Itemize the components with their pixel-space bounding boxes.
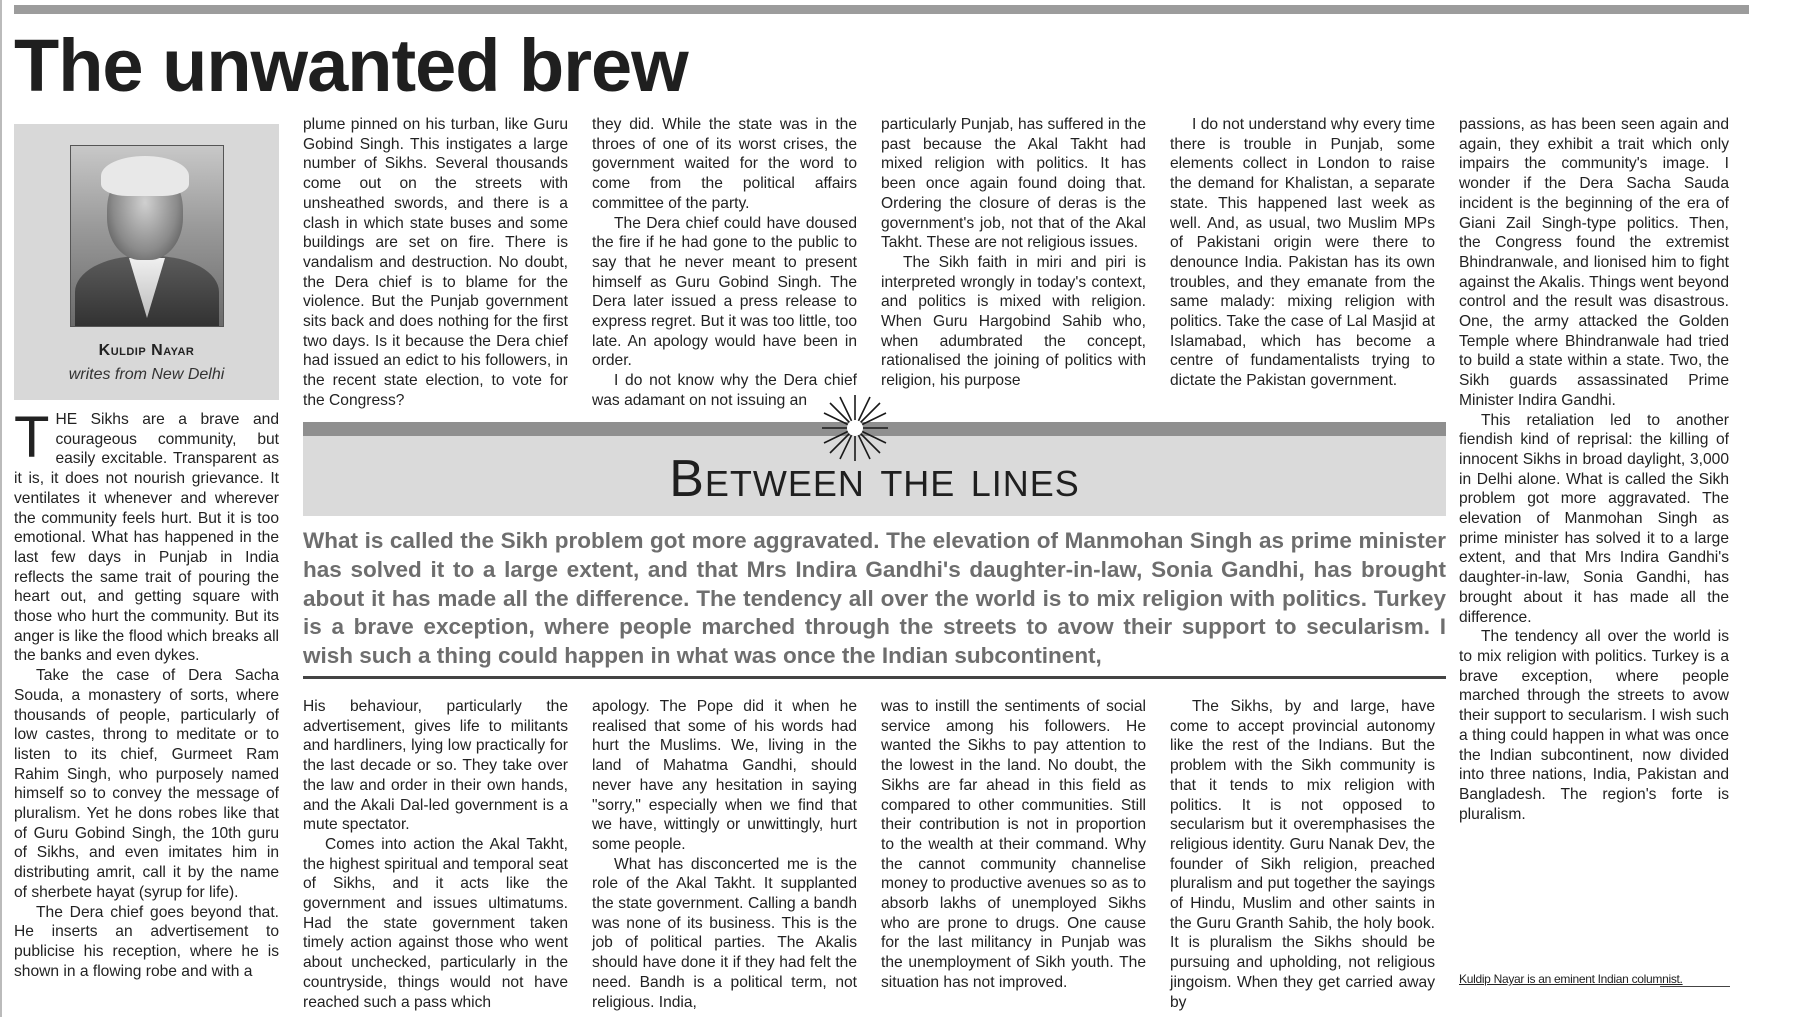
col6-paragraph-2: This retaliation led to another fiendish kind of reprisal: the killing of innocent Sikhs in broad daylight, 3,000 in Delhi alone. What is called the Sikh problem got more aggravated. The elevation of Manmohan Singh as prime minister has solved it to a large extent, and that Mrs Indira Gandhi's daughter-in-law, Sonia Gandhi, has brought about it has made all the difference. (1459, 411, 1729, 626)
pull-quote: What is called the Sikh problem got more aggravated. The elevation of Manmohan Singh as prime minister has solved it to a large extent, and that Mrs Indira Gandhi's daughter-in-law, Sonia Gandhi, has brought about it has made all the difference. The tendency all over the world is to mix religion with politics. Turkey is a brave exception, where people marched through the streets to avow their support to secularism. I wish such a thing could happen in what was once the Indian subcontinent, (303, 528, 1446, 669)
pull-quote-rule (303, 676, 1446, 679)
column-6 (1459, 115, 1729, 824)
column-3-bottom (592, 697, 857, 1012)
column-5-top (1170, 115, 1435, 391)
column-5-bottom (1170, 697, 1435, 1012)
col5-bottom-paragraph: The Sikhs, by and large, have come to accept provincial autonomy like the rest of the Indians. But the problem with the Sikh community is that it tends to mix religion with politics. It is not opposed to secularism but it overemphasises the religious identity. Guru Nanak Dev, the founder of Sikh religion, preached pluralism and put together the sayings of Hindu, Muslim and other saints in the Guru Granth Sahib, the holy book. It is pluralism the Sikhs should be pursuing and upholding, not religious jingoism. When they get carried away by (1170, 698, 1435, 1011)
author-photo (70, 145, 224, 327)
photo-hair (101, 156, 189, 196)
col3-bottom-paragraph-1: apology. The Pope did it when he realised that some of his words had hurt the Muslims. We, living in the land of Mahatma Gandhi, should never have any hesitation in saying "sorry," especially when we find that we have, wittingly or unwittingly, hurt some people. (592, 698, 857, 853)
author-location: writes from New Delhi (68, 366, 225, 383)
col4-top-paragraph-2: The Sikh faith in miri and piri is interpreted wrongly in today's context, and politics is mixed with religion. When Guru Hargobind Sahib who, when adumbrated the concept, rationalised the joining of politics with religion, his purpose (881, 253, 1146, 390)
col2-top-paragraph: plume pinned on his turban, like Guru Gobind Singh. This instigates a large number of Sikhs. Several thousands come out on the streets with unsheathed swords, and there is a clash in which state buses and some buildings are set on fire. There is vandalism and destruction. No doubt, the Dera chief is to blame for the violence. But the Punjab government sits back and does nothing for the first two days. Is it because the Dera chief had issued an edict to his followers, in the recent state election, to vote for the Congress? (303, 116, 568, 409)
author-credit: Kuldip Nayar is an eminent Indian columnist. (1459, 972, 1683, 986)
col3-top-paragraph-1: they did. While the state was in the throes of one of its worst crises, the government waited for the word to come from the political affairs committee of the party. (592, 116, 857, 212)
column-4-top (881, 115, 1146, 391)
column-2-bottom (303, 697, 568, 1012)
col3-top-paragraph-2: The Dera chief could have doused the fire if he had gone to the public to say that he never meant to present himself as Guru Gobind Singh. The Dera later issued a press release to express regret. But it was too little, too late. An apology would have been in order. (592, 214, 857, 370)
column-1 (14, 405, 279, 981)
col3-bottom-paragraph-2: What has disconcerted me is the role of the Akal Takht. It supplanted the state government. Calling a bandh was none of its business. This is the job of political parties. The Akalis should have done it if they had felt the need. Bandh is a political term, not religious. India, (592, 855, 857, 1011)
col1-paragraph-1 (14, 405, 279, 666)
banner-title: Between the lines (669, 450, 1080, 508)
top-rule (14, 5, 1749, 14)
page-left-rule (0, 0, 2, 1017)
col3-top-paragraph-3: I do not know why the Dera chief was adamant on not issuing an (592, 372, 857, 409)
starburst-icon (820, 393, 890, 463)
author-name: Kuldip Nayar (98, 342, 195, 359)
col1-p1-text: HE Sikhs are a brave and courageous community, but easily excitable. Transparent as it is, it does not nourish grievance. It ventilates it whenever and wherever the community feels hurt. But it is too emotional. What has happened in the last few days in Punjab in India reflects the same trait of pouring the heart out, and getting square with those who hurt the community. But its anger is like the flood which breaks all the banks and even dykes. (14, 411, 279, 665)
col4-top-paragraph-1: particularly Punjab, has suffered in the past because the Akal Takht had mixed religion with politics. It has been once again found doing that. Ordering the closure of deras is the government's job, not that of the Akal Takht. These are not religious issues. (881, 116, 1146, 252)
col5-top-paragraph: I do not understand why every time there is trouble in Punjab, some elements collect in London to raise the demand for Khalistan, a separate state. This happened last week as well. And, as usual, two Muslim MPs of Pakistani origin were there to denounce India. Pakistan has its own troubles, and they emanate from the same malady: mixing religion with politics. Take the case of Lal Masjid at Islamabad, which has become a centre of fundamentalists trying to dictate the Pakistan government. (1170, 116, 1435, 390)
col2-bottom-paragraph-1: His behaviour, particularly the advertisement, gives life to militants and hardliners, lying low practically for the last decade or so. They take over the law and order in their own hands, and the Akali Dal-led government is a mute spectator. (303, 698, 568, 834)
col6-paragraph-3: The tendency all over the world is to mix religion with politics. Turkey is a brave exception, where people marched through the streets to avow their support to secularism. I wish such a thing could happen in what was once the Indian subcontinent, now divided into three nations, India, Pakistan and Bangladesh. The region's forte is pluralism. (1459, 628, 1729, 823)
drop-cap: T (14, 405, 50, 470)
column-4-bottom (881, 697, 1146, 993)
headline: The unwanted brew (14, 24, 688, 107)
column-2-top (303, 115, 568, 411)
column-3-top (592, 115, 857, 411)
col2-bottom-paragraph-2: Comes into action the Akal Takht, the highest spiritual and temporal seat of Sikhs, and it acts like the government and issues ultimatums. Had the state government taken timely action against those who went about unchecked, particularly in the countryside, things would not have reached such a pass which (303, 835, 568, 1011)
credit-rule (1660, 986, 1730, 987)
col6-paragraph-1: passions, as has been seen again and again, they exhibit a trait which only impairs the community's image. I wonder if the Dera Sacha Sauda incident is the beginning of the era of Giani Zail Singh-type politics. Then, the Congress found the extremist Bhindranwale, and lionised him to fight against the Akalis. Things went beyond control and the result was disastrous. One, the army attacked the Golden Temple where Bhindranwale had tried to build a state within a state. Two, the Sikh guards assassinated Prime Minister Indira Gandhi. (1459, 116, 1729, 409)
col1-paragraph-2: Take the case of Dera Sacha Souda, a monastery of sorts, where thousands of people, particularly of low castes, throng to meditate or to listen to its chief, Gurmeet Ram Rahim Singh, who purposely named himself so to convey the message of pluralism. Yet he dons robes like that of Guru Gobind Singh, the 10th guru of Sikhs, and even imitates him in distributing amrit, call it by the name of sherbete hayat (syrup for life). (14, 667, 279, 901)
col4-bottom-paragraph: was to instill the sentiments of social service among his followers. He wanted the Sikhs to pay attention to the lowest in the land. No doubt, the Sikhs are far ahead in this field as compared to other communities. Still their contribution is not in proportion to the wealth at their command. Why the cannot community channelise money to productive avenues so as to absorb lakhs of unemployed Sikhs who are prone to drugs. One cause for the last militancy in Punjab was the unemployment of Sikh youth. The situation has not improved. (881, 698, 1146, 991)
col1-paragraph-3: The Dera chief goes beyond that. He inserts an advertisement to publicise his reception, where he is shown in a flowing robe and with a (14, 903, 279, 980)
